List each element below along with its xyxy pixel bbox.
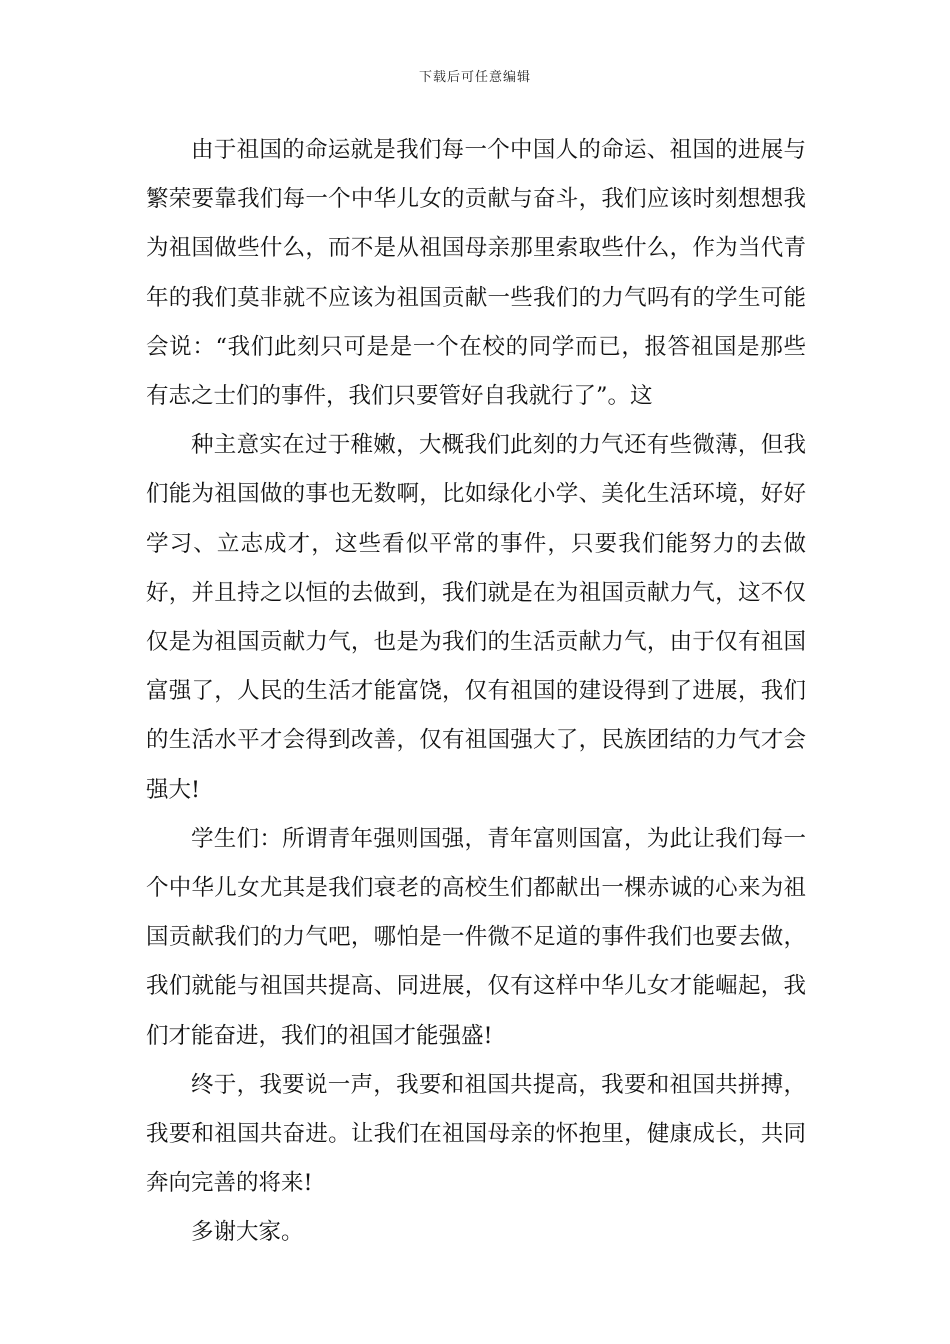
page-header: 下载后可任意编辑: [418, 70, 531, 85]
document-body: [146, 126, 806, 1258]
paragraph-4: 终于，我要说一声，我要和祖国共提高，我要和祖国共拼搏，我要和祖国共奋进。让我们在祖国母亲的怀抱里，健康成长，共同奔向完善的将来!: [146, 1071, 806, 1197]
paragraph-2: 种主意实在过于稚嫩，大概我们此刻的力气还有些微薄，但我们能为祖国做的事也无数啊，比如绿化小学、美化生活环境，好好学习、立志成才，这些看似平常的事件，只要我们能努力的去做好，并且持之以恒的去做到，我们就是在为祖国贡献力气，这不仅仅是为祖国贡献力气，也是为我们的生活贡献力气，由于仅有祖国富强了，人民的生活才能富饶，仅有祖国的建设得到了进展，我们的生活水平才会得到改善，仅有祖国强大了，民族团结的力气才会强大!: [146, 432, 806, 803]
paragraph-3: 学生们：所谓青年强则国强，青年富则国富，为此让我们每一个中华儿女尤其是我们衰老的高校生们都献出一棵赤诚的心来为祖国贡献我们的力气吧，哪怕是一件微不足道的事件我们也要去做，我们就能与祖国共提高、同进展，仅有这样中华儿女才能崛起，我们才能奋进，我们的祖国才能强盛!: [146, 825, 806, 1049]
paragraph-5: 多谢大家。: [191, 1219, 304, 1246]
paragraph-1: 由于祖国的命运就是我们每一个中国人的命运、祖国的进展与繁荣要靠我们每一个中华儿女的贡献与奋斗，我们应该时刻想想我为祖国做些什么，而不是从祖国母亲那里索取些什么，作为当代青年的我们莫非就不应该为祖国贡献一些我们的力气吗有的学生可能会说：“我们此刻只可是是一个在校的同学而已，报答祖国是那些有志之士们的事件，我们只要管好自我就行了”。这: [146, 137, 806, 410]
